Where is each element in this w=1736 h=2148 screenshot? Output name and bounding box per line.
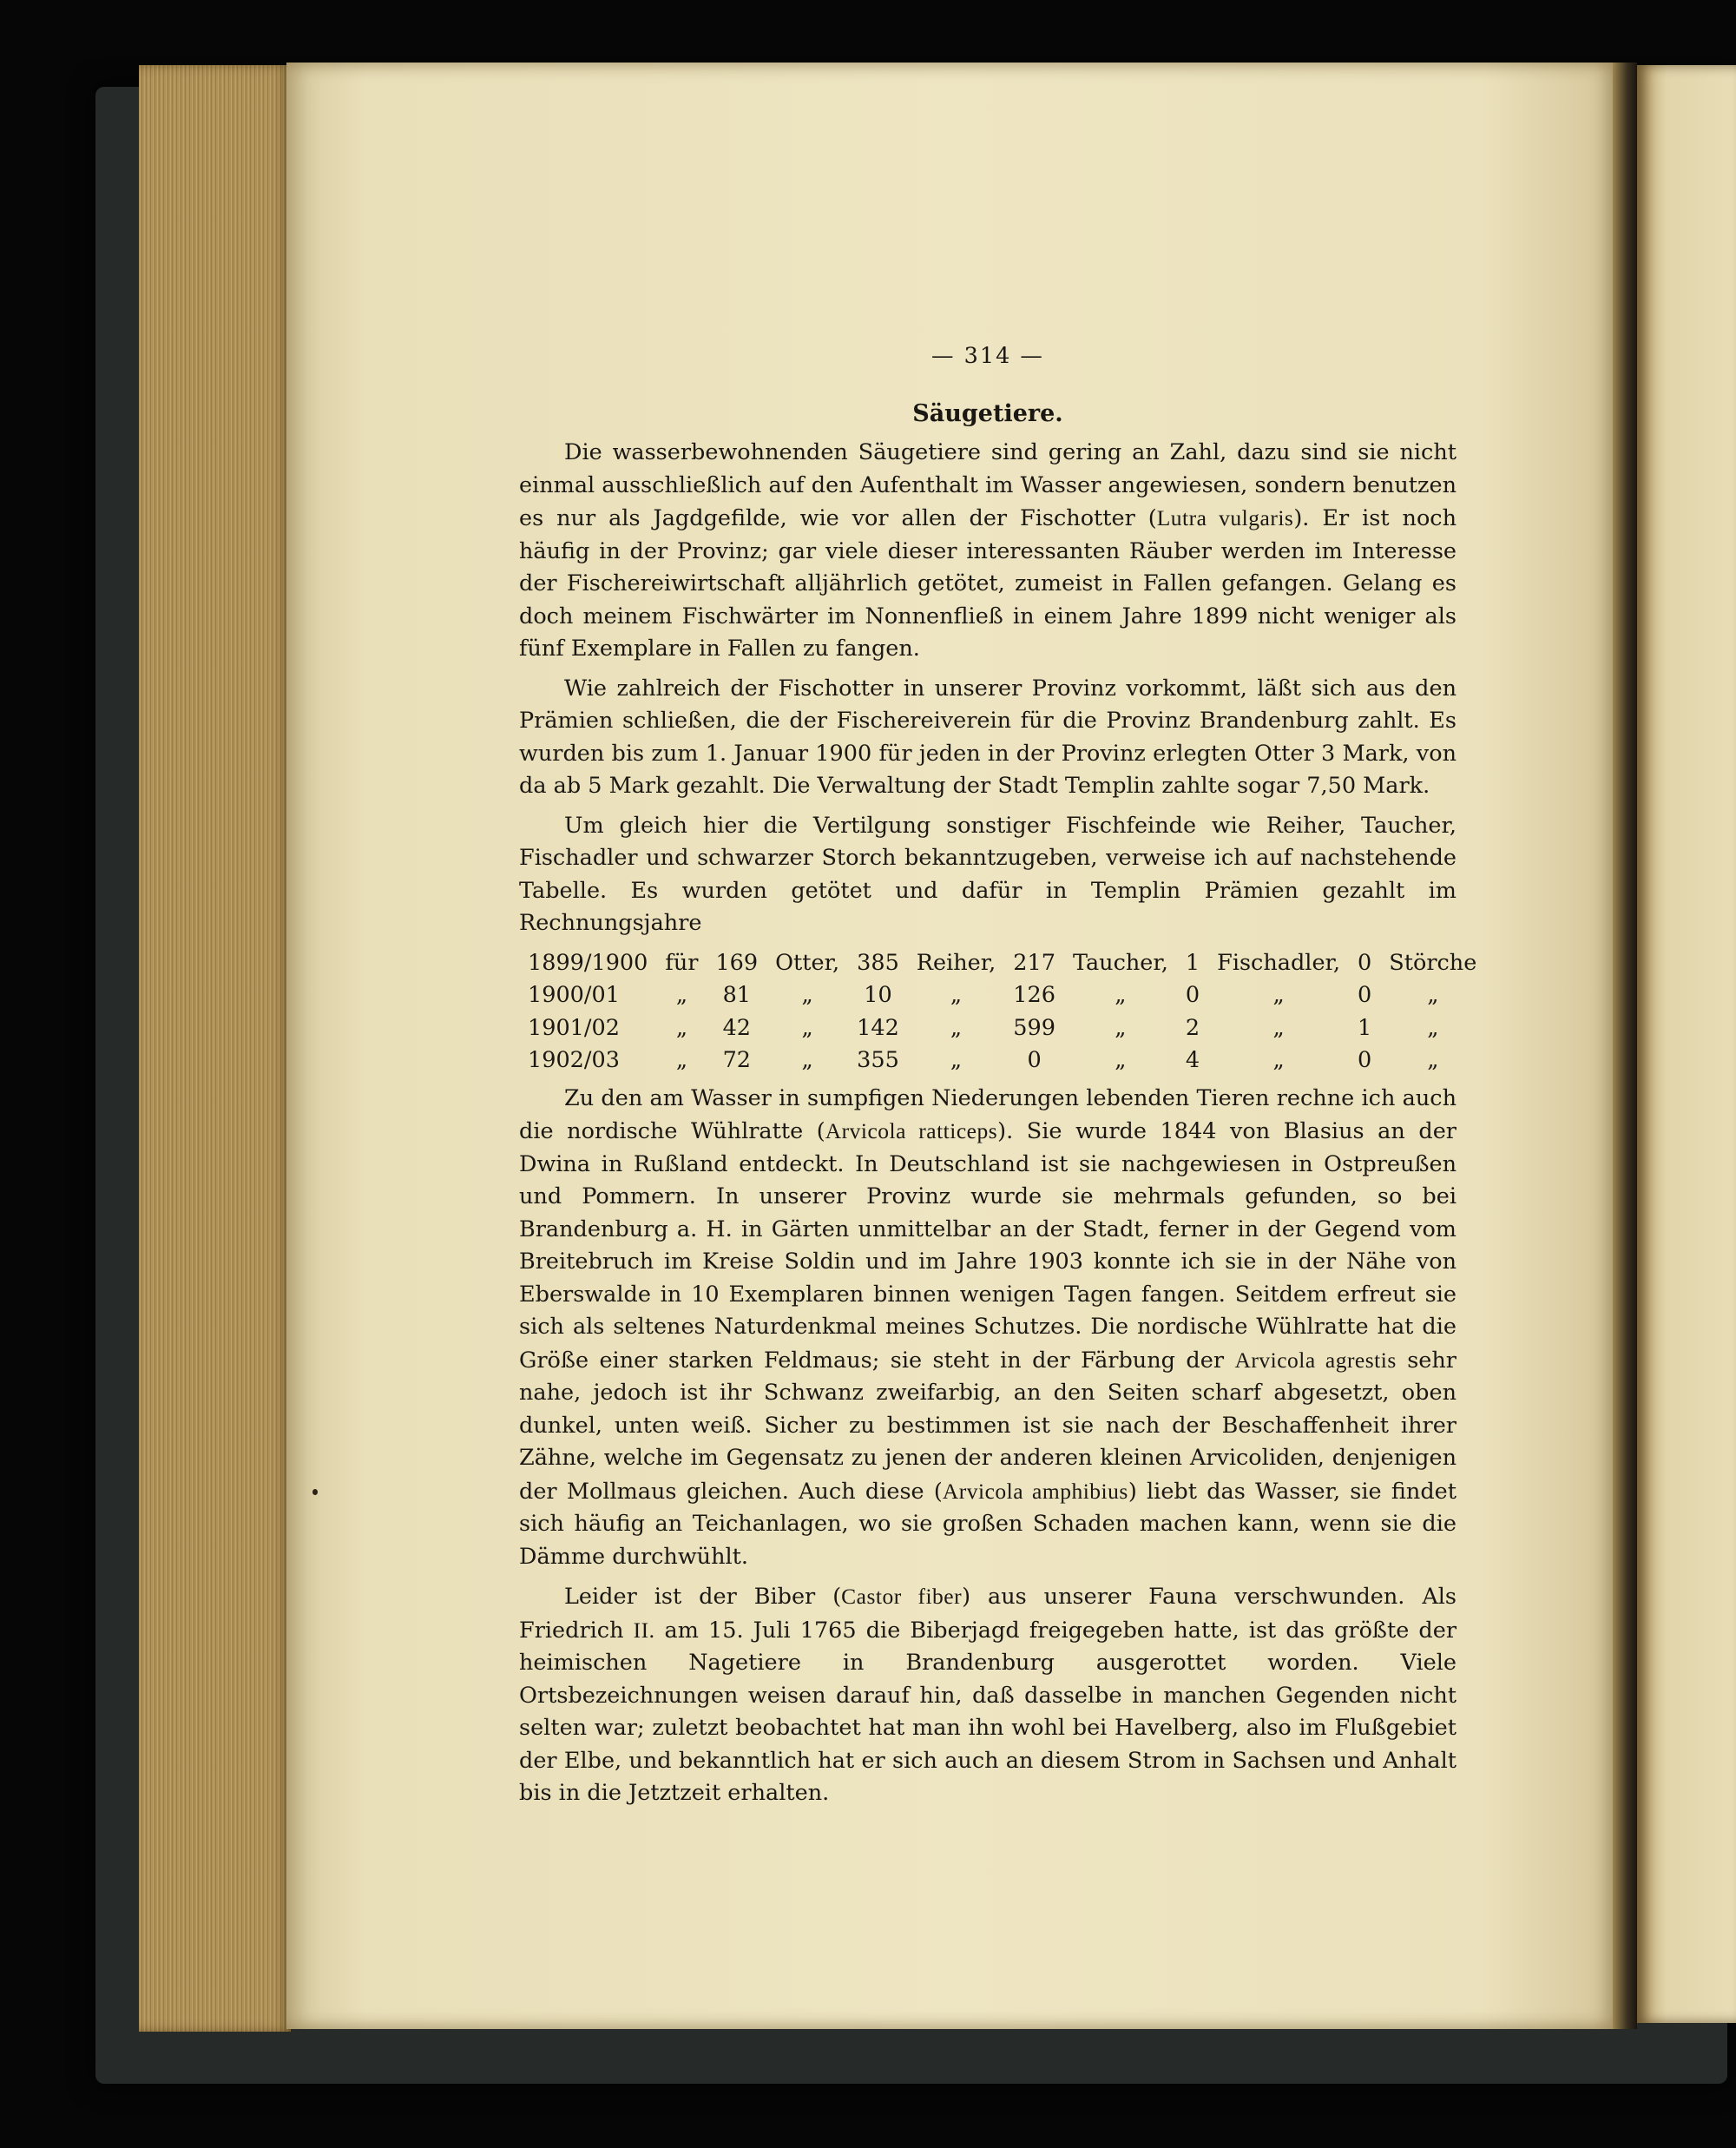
latin-name: Arvicola amphibius [942, 1478, 1128, 1504]
table-cell: „ [950, 1014, 963, 1041]
table-cell: „ [1272, 982, 1285, 1008]
table-cell: 2 [1185, 1014, 1200, 1041]
table-cell: „ [1427, 1014, 1439, 1041]
table-year-cell: 1899/1900 [528, 949, 648, 976]
table-cell: „ [1272, 1047, 1285, 1073]
table-cell: 0 [1358, 1047, 1372, 1073]
facing-page-edge [1636, 65, 1736, 2023]
table-cell: 0 [1185, 982, 1200, 1008]
table-year-cell: 1902/03 [528, 1047, 620, 1073]
table-cell: 72 [722, 1047, 752, 1073]
table-year-cell: 1901/02 [528, 1014, 620, 1041]
table-cell: „ [675, 1014, 688, 1041]
roman-numeral: II. [633, 1617, 655, 1643]
table-cell: „ [675, 982, 688, 1008]
table-year-cell: 1900/01 [528, 982, 620, 1008]
table-cell: 81 [722, 982, 752, 1008]
table-row [528, 947, 1485, 980]
table-cell: 0 [1027, 1047, 1042, 1073]
table-cell: Otter, [775, 949, 840, 976]
table-cell: „ [950, 982, 963, 1008]
table-cell: Taucher, [1072, 949, 1168, 976]
table-cell: „ [1115, 1047, 1127, 1073]
table-cell: „ [1115, 982, 1127, 1008]
page-stack-edge [139, 65, 291, 2032]
table-cell: 42 [722, 1014, 752, 1041]
table-cell: Störche [1389, 949, 1477, 976]
table-cell: 0 [1358, 949, 1372, 976]
book-page [286, 63, 1614, 2029]
table-cell: „ [801, 1047, 813, 1073]
table-cell: „ [801, 1014, 813, 1041]
paragraph-4: Zu den am Wasser in sumpfigen Niederungen lebenden Tieren rechne ich auch die nordische Wühlratte (Arvicola ratticeps). Sie wurde 1844 von Blasius an der Dwina in Rußland entdeckt. In Deutschland ist sie nachgewiesen in Ostpreußen und Pommern. In unserer Provinz wurde sie mehrmals gefunden, so bei Brandenburg a. H. in Gärten unmittelbar an der Stadt, ferner in der Gegend vom Breitebruch im Kreise Soldin und im Jahre 1903 konnte ich sie in der Nähe von Eberswalde in 10 Exemplaren binnen wenigen Tagen fangen. Seitdem erfreut sie sich als seltenes Naturdenkmal meines Schutzes. Die nordische Wühlratte hat die Größe einer starken Feldmaus; sie steht in der Färbung der Arvicola agrestis sehr nahe, jedoch ist ihr Schwanz zweifarbig, an den Seiten scharf abgesetzt, oben dunkel, unten weiß. Sicher zu bestimmen ist sie nach der Beschaffenheit ihrer Zähne, welche im Gegensatz zu jenen der anderen kleinen Arvicoliden, denjenigen der Mollmaus gleichen. Auch diese (Arvicola amphibius) liebt das Wasser, sie findet sich häufig an Teichanlagen, wo sie großen Schaden machen kann, wenn sie die Dämme durchwühlt. [519, 1084, 1457, 1570]
table-cell: 217 [1013, 949, 1055, 976]
table-cell: „ [1272, 1014, 1285, 1041]
table-cell: 385 [857, 949, 899, 976]
latin-name: Arvicola ratticeps [825, 1118, 998, 1143]
paragraph-3: Um gleich hier die Vertilgung sonstiger Fischfeinde wie Reiher, Taucher, Fischadler und schwarzer Storch bekanntzugeben, verweise ich auf nachstehende Tabelle. Es wurden getötet und dafür in Templin Prämien gezahlt im Rechnungsjahre [519, 812, 1457, 936]
paragraph-5: Leider ist der Biber (Castor fiber) aus unserer Fauna verschwunden. Als Friedrich II. am 15. Juli 1765 die Biberjagd freigegeben hatte, ist das größte der heimischen Nagetiere in Brandenburg ausgerottet worden. Viele Ortsbezeichnungen weisen darauf hin, daß dasselbe in manchen Gegenden nicht selten war; zuletzt beobachtet hat man ihn wohl bei Havelberg, also im Flußgebiet der Elbe, und bekanntlich hat er sich auch an diesem Strom in Sachsen und Anhalt bis in die Jetztzeit erhalten. [519, 1584, 1457, 1806]
table-cell: 126 [1013, 982, 1055, 1008]
book-gutter [1613, 63, 1637, 2029]
table-cell: 142 [857, 1014, 899, 1041]
table-cell: 4 [1185, 1047, 1200, 1073]
paragraph-2: Wie zahlreich der Fischotter in unserer Provinz vorkommt, läßt sich aus den Prämien schließen, die der Fischereiverein für die Provinz Brandenburg zahlt. Es wurden bis zum 1. Januar 1900 für jeden in der Provinz erlegten Otter 3 Mark, von da ab 5 Mark gezahlt. Die Verwaltung der Stadt Templin zahlte sogar 7,50 Mark. [519, 675, 1457, 799]
table-cell: „ [1427, 982, 1439, 1008]
table-cell: für [665, 949, 699, 976]
table-cell: „ [1115, 1014, 1127, 1041]
page-content [519, 340, 1477, 1817]
table-cell: 10 [864, 982, 892, 1008]
section-heading: Säugetiere. [912, 399, 1063, 427]
table-cell: 355 [857, 1047, 899, 1073]
table-cell: 1 [1358, 1014, 1372, 1041]
table-cell: 1 [1185, 949, 1200, 976]
bounty-table [528, 947, 1485, 1077]
table-cell: 169 [715, 949, 759, 976]
page-number: — 314 — [931, 343, 1044, 369]
table-row [528, 979, 1485, 1012]
latin-name: Arvicola agrestis [1234, 1347, 1397, 1373]
table-cell: „ [675, 1047, 688, 1073]
paragraph-1: Die wasserbewohnenden Säugetiere sind gering an Zahl, dazu sind sie nicht einmal ausschließlich auf den Aufenthalt im Wasser angewiesen, sondern benutzen es nur als Jagdgefilde, wie vor allen der Fischotter (Lutra vulgaris). Er ist noch häufig in der Provinz; gar viele dieser interessanten Räuber werden im Interesse der Fischereiwirtschaft alljährlich getötet, zumeist in Fallen gefangen. Gelang es doch meinem Fischwärter im Nonnenfließ in einem Jahre 1899 nicht weniger als fünf Exemplare in Fallen zu fangen. [519, 439, 1457, 662]
table-cell: „ [1427, 1047, 1439, 1073]
latin-name: Castor fiber [841, 1584, 963, 1609]
table-cell: 599 [1013, 1014, 1055, 1041]
latin-name: Lutra vulgaris [1156, 505, 1294, 530]
table-row [528, 1012, 1485, 1045]
ink-spot [312, 1489, 318, 1495]
table-cell: Reiher, [916, 949, 996, 976]
table-cell: Fischadler, [1217, 949, 1341, 976]
table-row [528, 1044, 1485, 1077]
table-cell: „ [801, 982, 813, 1008]
table-cell: 0 [1358, 982, 1372, 1008]
table-cell: „ [950, 1047, 963, 1073]
